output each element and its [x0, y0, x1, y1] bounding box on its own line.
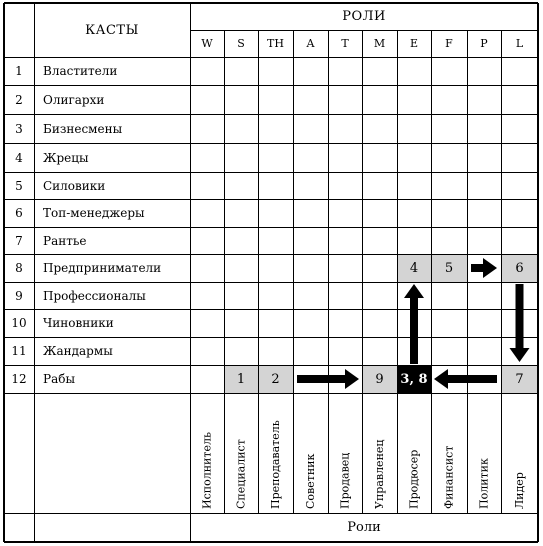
role-code: TH — [267, 37, 284, 50]
role-code: E — [409, 37, 419, 50]
caste-name: Чиновники — [43, 316, 114, 330]
role-name: Финансист — [442, 445, 456, 509]
caste-name: Жандармы — [43, 344, 113, 358]
role-name: Лидер — [513, 472, 526, 509]
roles-title: РОЛИ — [342, 9, 386, 24]
caste-name: Рантье — [43, 233, 87, 248]
marked-cell: 7 — [501, 365, 538, 393]
role-code: L — [515, 37, 524, 50]
caste-number: 8 — [15, 261, 23, 275]
caste-number: 1 — [15, 64, 23, 78]
caste-name: Властители — [43, 64, 118, 78]
marked-cell: 2 — [258, 365, 293, 393]
role-code: F — [445, 37, 453, 50]
caste-name: Топ-менеджеры — [43, 206, 145, 220]
role-code: M — [373, 37, 386, 50]
caste-number: 10 — [11, 316, 27, 330]
role-code: W — [201, 37, 213, 50]
caste-name: Профессионалы — [43, 288, 146, 303]
caste-number: 11 — [11, 344, 27, 358]
caste-number: 4 — [15, 150, 23, 165]
role-name: Исполнитель — [200, 432, 214, 509]
castes-title: КАСТЫ — [85, 22, 139, 38]
caste-number: 9 — [15, 288, 23, 303]
caste-name: Бизнесмены — [43, 121, 123, 136]
role-code: S — [237, 37, 245, 50]
role-name: Продавец — [338, 452, 352, 509]
caste-number: 5 — [15, 178, 23, 193]
caste-number: 3 — [15, 121, 23, 136]
caste-name: Силовики — [43, 178, 106, 193]
caste-number: 6 — [15, 206, 23, 220]
marked-cell: 6 — [501, 254, 538, 282]
caste-name: Жрецы — [43, 150, 89, 165]
marked-cell: 4 — [397, 254, 431, 282]
caste-number: 12 — [11, 372, 27, 386]
caste-name: Рабы — [43, 372, 76, 386]
marked-cell: 9 — [362, 365, 397, 393]
caste-number-separator — [34, 393, 35, 542]
caste-number: 7 — [15, 233, 23, 248]
footer-roles-title: Роли — [347, 520, 381, 535]
role-name: Советник — [304, 453, 317, 509]
caste-name: Предприниматели — [43, 261, 162, 275]
marked-cell: 3, 8 — [397, 365, 431, 393]
role-code: A — [306, 37, 315, 50]
caste-number: 2 — [15, 92, 23, 107]
role-name: Политик — [477, 458, 491, 509]
role-code: P — [480, 37, 488, 50]
role-code: T — [341, 37, 349, 50]
role-name: Управленец — [373, 439, 386, 509]
caste-name: Олигархи — [43, 92, 105, 107]
role-name: Специалист — [234, 439, 248, 509]
marked-cell: 1 — [224, 365, 258, 393]
role-name: Продюсер — [407, 449, 421, 509]
role-name: Преподаватель — [269, 420, 282, 509]
marked-cell: 5 — [431, 254, 467, 282]
